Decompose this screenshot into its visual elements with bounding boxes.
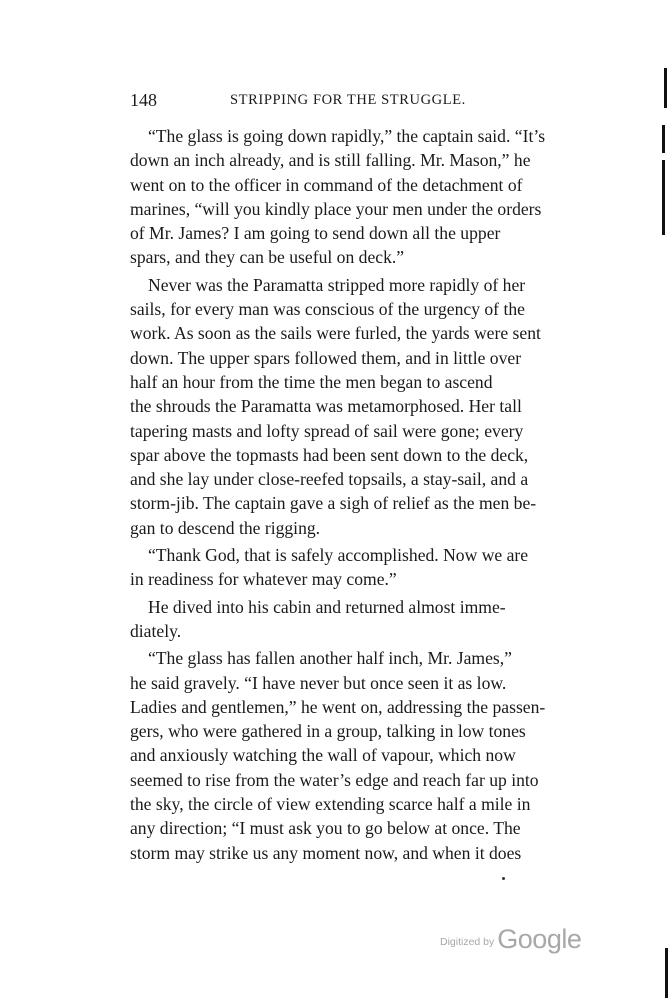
watermark-prefix: Digitized by xyxy=(440,936,495,948)
paragraph-4 xyxy=(130,595,596,644)
paragraph-1 xyxy=(130,124,596,270)
paragraph-text: Never was the Paramatta stripped more rapidly of her sails, for every man was conscious of the urgency of the work. As soon as the sails were furled, the yards were sent down. The upper spars followed them, and in little over half an hour from the time the men began to ascend the shrouds the Paramatta was metamorphosed. Her tall tapering masts and lofty spread of sail were gone; every spar above the topmasts had been sent down to the deck, and she lay under close-reefed topsails, a stay-sail, and a storm-jib. The captain gave a sigh of relief as the men be- gan to descend the rigging. xyxy=(130,274,541,538)
paragraph-text: He dived into his cabin and returned almost imme- diately. xyxy=(130,596,506,641)
google-logo: Google xyxy=(497,924,582,954)
digitized-watermark xyxy=(440,924,581,955)
page-number: 148 xyxy=(130,90,157,110)
paragraph-3 xyxy=(130,543,596,592)
paragraph-text: “Thank God, that is safely accomplished. Now we are in readiness for whatever may come.” xyxy=(130,545,529,590)
body-text xyxy=(130,124,596,865)
page-header xyxy=(130,90,596,114)
paragraph-2 xyxy=(130,273,596,540)
scan-edge-mark xyxy=(662,125,665,153)
scan-edge-mark xyxy=(662,160,665,235)
paragraph-text: “The glass is going down rapidly,” the captain said. “It’s down an inch already, and is still falling. Mr. Mason,” he went on to the officer in command of the detachment of marines, “will you kindly place your men under the orders of Mr. James? I am going to send down all the upper spars, and they can be useful on deck.” xyxy=(130,126,546,268)
scan-edge-mark xyxy=(664,68,667,108)
paragraph-5 xyxy=(130,646,596,865)
scan-edge-mark xyxy=(665,948,668,998)
running-head: STRIPPING FOR THE STRUGGLE. xyxy=(230,92,466,108)
paragraph-text: “The glass has fallen another half inch, Mr. James,” he said gravely. “I have never but once seen it as low. Ladies and gentlemen,” he went on, addressing the passen- gers, who were gathered in a group, talking in low tones and anxiously watching the wall of vapour, which now seemed to rise from the water’s edge and reach far up into the sky, the circle of view extending scarce half a mile in any direction; “I must ask you to go below at once. The storm may strike us any moment now, and when it does xyxy=(130,648,546,863)
ink-speck xyxy=(502,877,505,880)
